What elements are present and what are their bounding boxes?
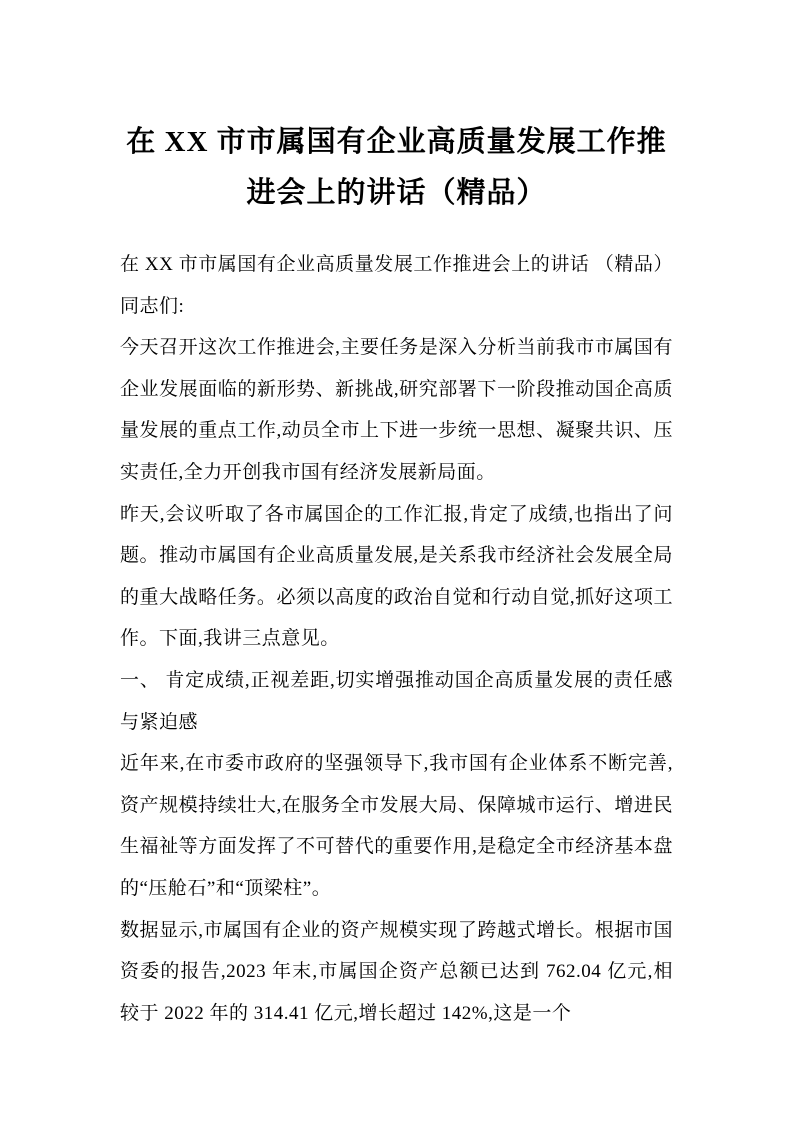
- section-heading-1: 一、 肯定成绩,正视差距,切实增强推动国企高质量发展的责任感与紧迫感: [120, 669, 673, 733]
- paragraph-salutation: 在 XX 市市属国有企业高质量发展工作推进会上的讲话 （精品） 同志们:: [120, 254, 673, 317]
- document-body: [0, 219, 793, 1034]
- paragraph-yesterday-review: 昨天,会议听取了各市属国企的工作汇报,肯定了成绩,也指出了问题。推动市属国有企业高质量发展,是关系我市经济社会发展全局的重大战略任务。必须以高度的政治自觉和行动自觉,抓好这项工作。下面,我讲三点意见。: [120, 503, 673, 650]
- paragraph-achievements: 近年来,在市委市政府的坚强领导下,我市国有企业体系不断完善,资产规模持续壮大,在服务全市发展大局、保障城市运行、增进民生福祉等方面发挥了不可替代的重要作用,是稳定全市经济基本盘的“压舱石”和“顶梁柱”。: [120, 753, 673, 899]
- paragraph-meeting-purpose: 今天召开这次工作推进会,主要任务是深入分析当前我市市属国有企业发展面临的新形势、新挑战,研究部署下一阶段推动国企高质量发展的重点工作,动员全市上下进一步统一思想、凝聚共识、压实责任,全力开创我市国有经济发展新局面。: [120, 337, 673, 483]
- paragraph-asset-data: 数据显示,市属国有企业的资产规模实现了跨越式增长。根据市国资委的报告,2023 年末,市属国企资产总额已达到 762.04 亿元,相较于 2022 年的 314.41 亿元,增长超过 142%,这是一个: [120, 919, 673, 1024]
- document-title: 在 XX 市市属国有企业高质量发展工作推进会上的讲话（精品）: [126, 126, 667, 209]
